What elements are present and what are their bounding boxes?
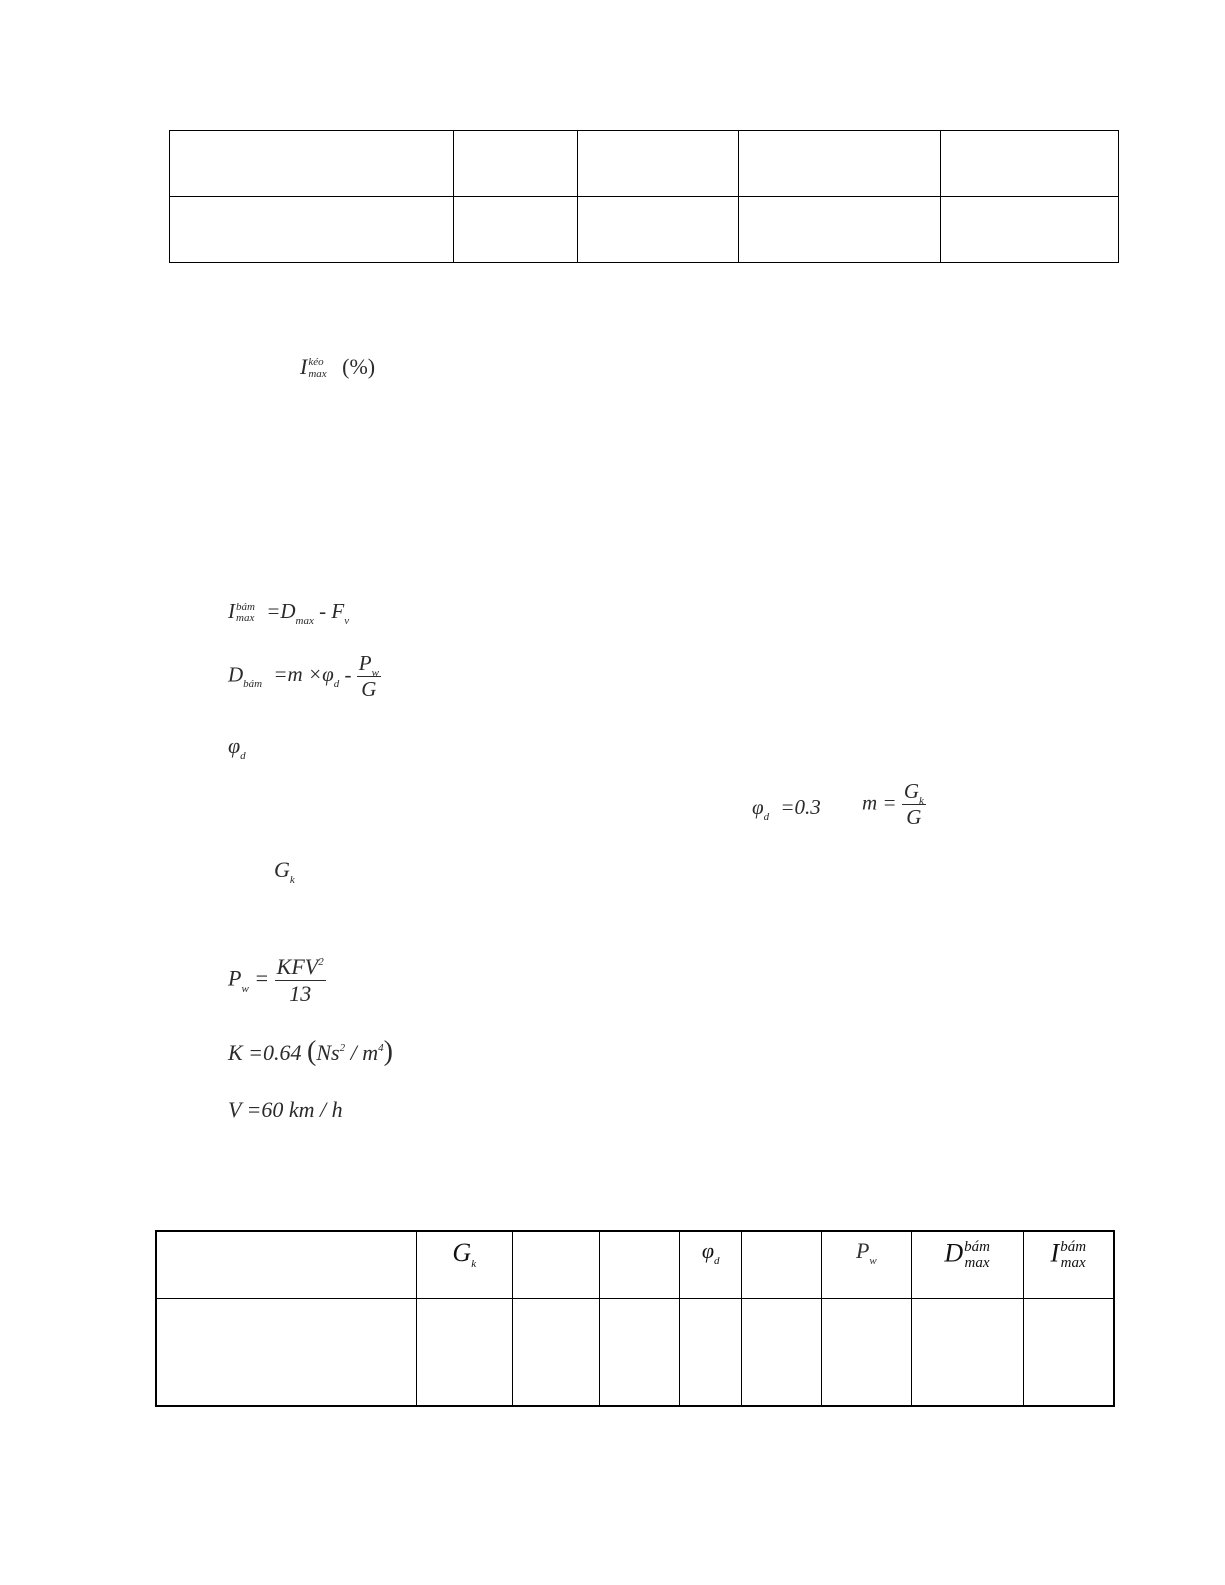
formula-paren: ( xyxy=(307,1036,317,1067)
formula-rhs: =m ×φ xyxy=(273,662,334,687)
formula-k-value xyxy=(228,1038,393,1066)
formula-base: φ xyxy=(752,795,764,819)
fraction-denominator: G xyxy=(906,805,922,830)
table-row xyxy=(156,1299,1114,1407)
formula-sup: kéo xyxy=(308,356,324,369)
formula-rhs: - F xyxy=(313,599,345,623)
formula-unit: Ns xyxy=(316,1040,340,1065)
formula-base: φ xyxy=(701,1238,715,1263)
formula-supsub xyxy=(308,357,326,380)
formula-paren: ) xyxy=(383,1036,393,1067)
fraction-numerator: P xyxy=(358,651,372,675)
formula-sub: v xyxy=(344,615,350,627)
formula-sub: d xyxy=(333,678,340,691)
formula-fraction xyxy=(275,955,326,1006)
fraction-denominator: G xyxy=(361,677,377,702)
formula-sup: bám xyxy=(1060,1239,1087,1255)
formula-sub: max xyxy=(964,1254,990,1271)
formula-base: I xyxy=(300,354,308,379)
formula-sub: k xyxy=(919,795,924,807)
formula-sub: bám xyxy=(243,678,263,691)
header-math xyxy=(855,1238,877,1267)
formula-supsub xyxy=(236,602,255,625)
table-header-g-k xyxy=(416,1231,512,1299)
table-cell xyxy=(739,197,941,263)
formula-base: P xyxy=(228,965,242,991)
formula-sub: d xyxy=(714,1255,720,1267)
table-row xyxy=(170,197,1119,263)
formula-sub: k xyxy=(289,874,295,886)
table-cell xyxy=(1023,1299,1114,1407)
table-cell xyxy=(416,1299,512,1407)
formula-sub: w xyxy=(241,982,249,995)
formula-sup: bám xyxy=(964,1239,990,1255)
formula-sub: max xyxy=(308,367,327,380)
formula-d-bam xyxy=(228,652,381,701)
formula-sup: 2 xyxy=(339,1042,346,1054)
formula-base: D xyxy=(944,1238,964,1268)
table-cell xyxy=(742,1299,822,1407)
formula-fraction xyxy=(357,652,381,701)
table-top xyxy=(169,130,1119,263)
table-header-i-bam-max xyxy=(1023,1231,1114,1299)
formula-base: I xyxy=(1050,1238,1060,1268)
table-header-cell xyxy=(742,1231,822,1299)
fraction-numerator: G xyxy=(903,779,920,803)
header-math xyxy=(701,1238,720,1267)
table-header-p-w xyxy=(821,1231,911,1299)
table-cell xyxy=(170,197,454,263)
formula-sup: 4 xyxy=(378,1042,384,1054)
table-cell xyxy=(156,1299,416,1407)
formula-sup: bám xyxy=(236,600,255,613)
formula-sub: d xyxy=(240,750,246,762)
header-math xyxy=(1051,1240,1087,1272)
formula-fraction xyxy=(902,780,926,829)
formula-rhs: =0.3 xyxy=(775,795,821,819)
formula-rhs: =D xyxy=(266,599,296,623)
formula-p-w xyxy=(228,955,326,1006)
formula-sub: w xyxy=(869,1255,877,1267)
formula-sub: max xyxy=(236,612,255,625)
formula-operator: = xyxy=(248,965,270,991)
table-header-row xyxy=(156,1231,1114,1299)
table-header-cell xyxy=(600,1231,680,1299)
formula-sub: d xyxy=(763,811,770,823)
formula-base: φ xyxy=(228,733,241,758)
formula-v-value xyxy=(228,1099,343,1121)
table-cell xyxy=(577,197,739,263)
table-cell xyxy=(941,197,1119,263)
table-cell xyxy=(911,1299,1023,1407)
table-cell xyxy=(453,131,577,197)
table-cell xyxy=(512,1299,600,1407)
formula-base: G xyxy=(274,857,290,882)
formula-text: K =0.64 xyxy=(228,1040,308,1065)
table-header-d-bam-max xyxy=(911,1231,1023,1299)
formula-sub: max xyxy=(1060,1254,1086,1271)
header-math xyxy=(452,1238,477,1270)
fraction-numerator: KFV xyxy=(276,954,319,979)
table-cell xyxy=(739,131,941,197)
formula-base: P xyxy=(855,1238,870,1263)
formula-base: D xyxy=(228,662,244,687)
fraction-denominator: 13 xyxy=(289,981,312,1007)
table-row xyxy=(170,131,1119,197)
formula-i-bam xyxy=(228,601,349,625)
table-cell xyxy=(941,131,1119,197)
table-header-cell xyxy=(156,1231,416,1299)
formula-text: V =60 km / h xyxy=(228,1097,343,1122)
table-cell xyxy=(680,1299,742,1407)
formula-operator: - xyxy=(339,662,357,687)
formula-phi-value xyxy=(752,795,821,823)
formula-base: G xyxy=(452,1238,472,1267)
formula-supsub xyxy=(1060,1240,1086,1272)
formula-sup: 2 xyxy=(318,956,324,968)
table-cell xyxy=(821,1299,911,1407)
formula-g-k xyxy=(274,857,295,886)
header-math xyxy=(944,1240,990,1272)
table-cell xyxy=(453,197,577,263)
table-cell xyxy=(600,1299,680,1407)
table-header-cell xyxy=(512,1231,600,1299)
formula-base: I xyxy=(228,599,235,623)
formula-sub: max xyxy=(295,615,314,627)
formula-unit: / m xyxy=(345,1040,379,1065)
formula-i-keo xyxy=(300,356,375,381)
formula-sub: w xyxy=(371,667,379,679)
table-header-phi-d xyxy=(680,1231,742,1299)
table-cell xyxy=(577,131,739,197)
table-bottom xyxy=(155,1230,1115,1407)
formula-supsub xyxy=(964,1240,990,1272)
table-cell xyxy=(170,131,454,197)
formula-sub: k xyxy=(471,1258,477,1270)
formula-m-def xyxy=(862,780,926,829)
formula-lhs: m = xyxy=(862,790,897,815)
formula-unit: (%) xyxy=(342,354,376,379)
formula-phi-d xyxy=(228,733,246,762)
